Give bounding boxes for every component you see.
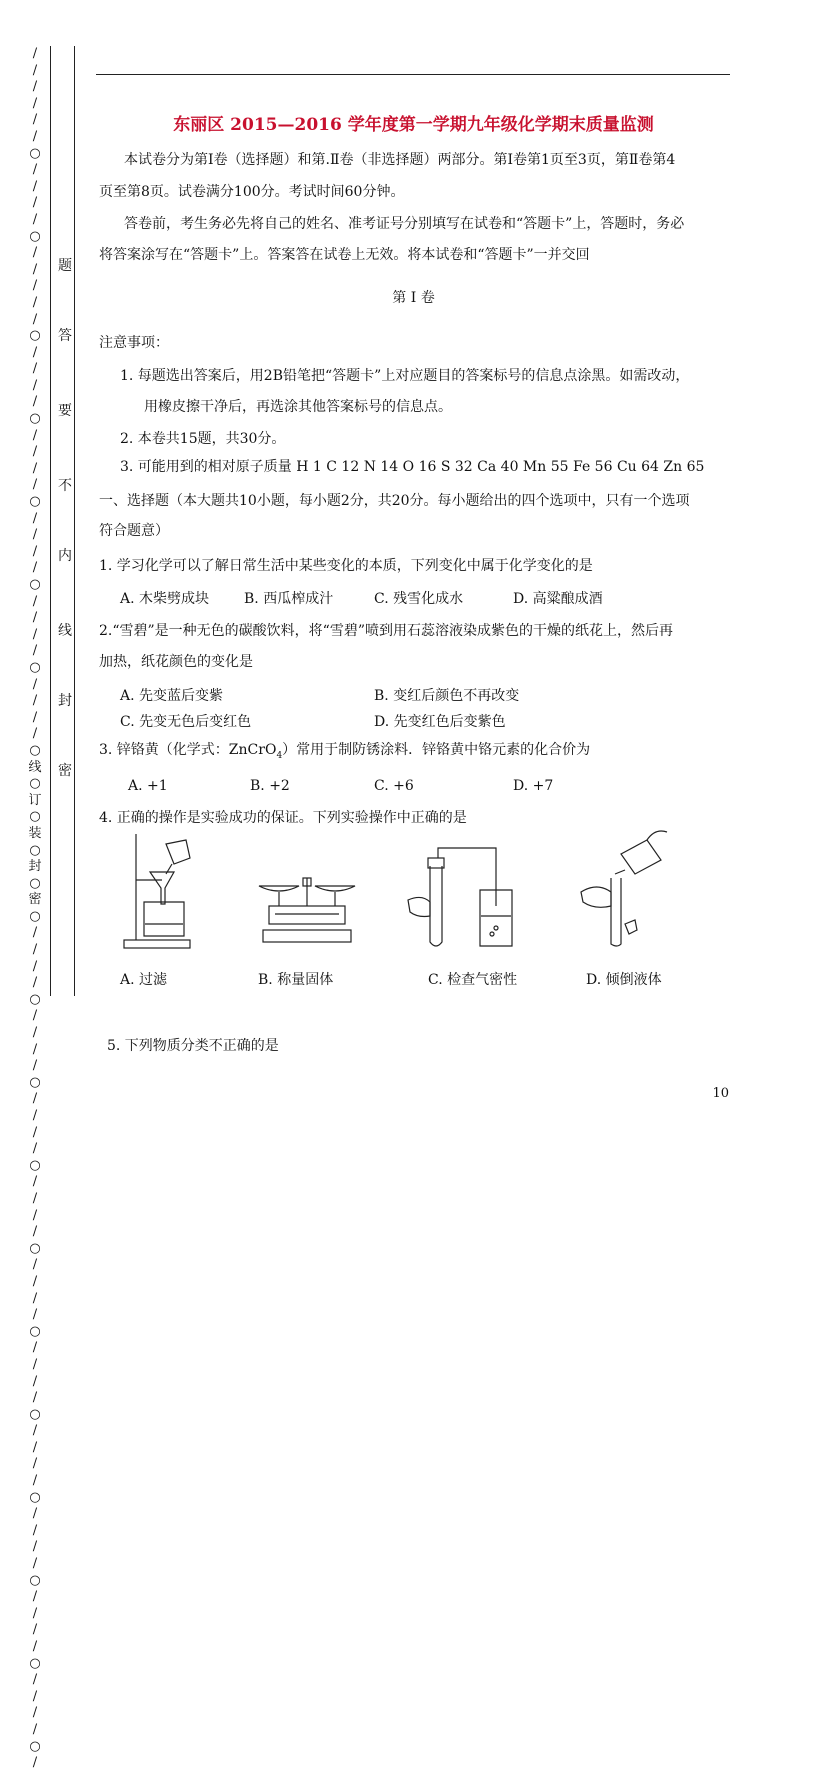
- q2-stem-line-2: 加热，纸花颜色的变化是: [99, 654, 253, 670]
- binding-slash: /: [32, 1539, 38, 1555]
- binding-slash: /: [32, 543, 38, 559]
- binding-circle: ○: [29, 1572, 41, 1588]
- q3-option-d: D. +7: [513, 778, 554, 794]
- q2-option-a: A. 先变蓝后变紫: [120, 688, 224, 704]
- binding-slash: /: [32, 261, 38, 277]
- binding-slash: /: [32, 1058, 38, 1074]
- binding-char: 线: [28, 759, 42, 775]
- binding-char: 订: [28, 792, 42, 808]
- binding-slash: /: [32, 1108, 38, 1123]
- q3-stem: [99, 740, 590, 766]
- q1-option-b: B. 西瓜榨成汁: [244, 591, 334, 607]
- binding-char: 封: [28, 859, 42, 875]
- binding-slash: /: [32, 958, 38, 974]
- q3-option-a: A. +1: [128, 778, 168, 794]
- binding-slash: /: [32, 1091, 38, 1107]
- binding-slash: /: [32, 1257, 38, 1273]
- binding-slash: /: [32, 1008, 38, 1024]
- binding-slash: /: [32, 1688, 38, 1704]
- binding-circle: ○: [29, 875, 41, 891]
- binding-slash: /: [32, 1473, 38, 1489]
- binding-circle: ○: [29, 494, 41, 510]
- binding-circle: ○: [29, 1489, 41, 1505]
- binding-circle: ○: [29, 1157, 41, 1173]
- binding-circle: ○: [29, 908, 41, 924]
- binding-slash: /: [32, 560, 38, 576]
- binding-slash: /: [32, 394, 38, 410]
- note-2: 2. 本卷共15题，共30分。: [120, 431, 286, 447]
- binding-slash: /: [32, 311, 38, 327]
- binding-slash: /: [32, 46, 38, 61]
- binding-slash: /: [32, 1672, 38, 1688]
- binding-circle: ○: [29, 842, 41, 858]
- binding-slash: /: [32, 676, 38, 692]
- binding-slash: /: [32, 693, 38, 709]
- note-3: 3. 可能用到的相对原子质量 H 1 C 12 N 14 O 16 S 32 Ca 40 Mn 55 Fe 56 Cu 64 Zn 65: [120, 459, 705, 475]
- binding-slash: /: [32, 527, 38, 543]
- pouring-illustration: [575, 826, 671, 948]
- binding-slash: /: [32, 510, 38, 526]
- binding-circle: ○: [29, 809, 41, 825]
- binding-inner-word: 线: [58, 623, 72, 639]
- q2-stem-line-1: 2.“雪碧”是一种无色的碳酸饮料，将“雪碧”喷到用石蕊溶液染成紫色的干燥的纸花上，然后再: [99, 623, 673, 639]
- binding-slash: /: [32, 377, 38, 393]
- binding-slash: /: [32, 245, 38, 261]
- airtightness-illustration: [400, 846, 520, 954]
- intro-line-1: 本试卷分为第Ⅰ卷（选择题）和第.Ⅱ卷（非选择题）两部分。第Ⅰ卷第1页至3页，第Ⅱ卷第4: [124, 152, 676, 168]
- binding-slash: /: [32, 1390, 38, 1406]
- binding-slash: /: [32, 1207, 38, 1223]
- binding-slash: /: [32, 62, 38, 78]
- binding-circle: ○: [29, 659, 41, 675]
- q3-option-b: B. +2: [250, 778, 290, 794]
- q1-option-c: C. 残雪化成水: [374, 591, 464, 607]
- binding-slash: /: [32, 1506, 38, 1522]
- binding-slash: /: [32, 626, 38, 642]
- binding-circle: ○: [29, 1323, 41, 1339]
- q2-option-c: C. 先变无色后变红色: [120, 714, 252, 730]
- binding-char: 装: [28, 825, 42, 841]
- q3-stem-subscript: 4: [276, 750, 283, 761]
- binding-slash: /: [32, 1373, 38, 1389]
- binding-inner-word: 题: [58, 258, 72, 274]
- binding-slash: /: [32, 942, 38, 958]
- binding-circle: ○: [29, 1240, 41, 1256]
- intro-line-3: 答卷前，考生务必先将自己的姓名、准考证号分别填写在试卷和“答题卡”上，答题时，务必: [124, 216, 685, 232]
- binding-circle: ○: [29, 328, 41, 344]
- binding-slash: /: [32, 925, 38, 941]
- binding-circle: ○: [29, 411, 41, 427]
- part-heading-2: 符合题意）: [99, 523, 169, 539]
- binding-slash: /: [32, 95, 38, 111]
- part-heading-1: 一、选择题（本大题共10小题，每小题2分，共20分。每小题给出的四个选项中，只有一个选项: [99, 493, 690, 509]
- binding-slash: /: [32, 1705, 38, 1721]
- binding-char: 密: [28, 892, 42, 908]
- binding-slash: /: [32, 1605, 38, 1621]
- binding-slash: /: [32, 1356, 38, 1372]
- binding-slash: /: [32, 278, 38, 294]
- binding-slash: /: [32, 162, 38, 178]
- binding-slash: /: [32, 1423, 38, 1439]
- q4-stem: 4. 正确的操作是实验成功的保证。下列实验操作中正确的是: [99, 810, 467, 826]
- q4-option-a: A. 过滤: [120, 972, 168, 988]
- binding-slash: /: [32, 1622, 38, 1638]
- binding-slash: /: [32, 427, 38, 443]
- binding-slash: /: [32, 211, 38, 227]
- q1-stem: 1. 学习化学可以了解日常生活中某些变化的本质，下列变化中属于化学变化的是: [99, 558, 593, 574]
- page-number: 10: [712, 1086, 729, 1101]
- binding-circle: ○: [29, 145, 41, 161]
- binding-slash: /: [32, 975, 38, 991]
- binding-slash: /: [32, 178, 38, 194]
- binding-slash: /: [32, 128, 38, 144]
- binding-inner-word: 密: [58, 763, 72, 779]
- q3-option-c: C. +6: [374, 778, 414, 794]
- binding-slash: /: [32, 1340, 38, 1356]
- binding-slash: /: [32, 294, 38, 310]
- binding-slash: /: [32, 1639, 38, 1654]
- q5-stem: 5. 下列物质分类不正确的是: [107, 1038, 279, 1054]
- binding-circle: ○: [29, 228, 41, 244]
- q2-option-b: B. 变红后颜色不再改变: [374, 688, 520, 704]
- binding-slash: /: [32, 79, 38, 95]
- binding-slash: /: [32, 726, 38, 742]
- binding-slash: /: [32, 1755, 38, 1771]
- binding-circle: ○: [29, 742, 41, 758]
- header-rule: [96, 74, 730, 75]
- binding-slash: /: [32, 1307, 38, 1323]
- binding-slash: /: [32, 1224, 38, 1240]
- note-1a: 1. 每题选出答案后，用2B铅笔把“答题卡”上对应题目的答案标号的信息点涂黑。如需改动，: [120, 368, 690, 384]
- binding-slash: /: [32, 1273, 38, 1289]
- binding-slash: /: [32, 1041, 38, 1057]
- q4-option-c: C. 检查气密性: [428, 972, 518, 988]
- binding-slash: /: [32, 444, 38, 460]
- q3-stem-pre: 3. 锌铬黄（化学式：ZnCrO: [99, 742, 277, 758]
- binding-circle: ○: [29, 1406, 41, 1422]
- binding-slash: /: [32, 610, 38, 626]
- q4-option-d: D. 倾倒液体: [586, 972, 662, 988]
- binding-slash: /: [32, 1522, 38, 1538]
- binding-circle: ○: [29, 1074, 41, 1090]
- binding-slash: /: [32, 1190, 38, 1206]
- binding-inner-word: 封: [58, 693, 72, 709]
- q3-stem-post: ）常用于制防锈涂料．锌铬黄中铬元素的化合价为: [282, 742, 591, 758]
- binding-inner-word: 要: [58, 403, 72, 419]
- binding-slash: /: [32, 1025, 38, 1041]
- q1-option-a: A. 木柴劈成块: [120, 591, 210, 607]
- binding-slash: /: [32, 593, 38, 609]
- q2-option-d: D. 先变红色后变紫色: [374, 714, 506, 730]
- binding-slash: /: [32, 709, 38, 725]
- binding-slash: /: [32, 1456, 38, 1472]
- binding-inner-word: 不: [58, 478, 72, 494]
- binding-slash: /: [32, 195, 38, 211]
- binding-slash: /: [32, 1721, 38, 1737]
- binding-slash: /: [32, 1290, 38, 1306]
- binding-slash: /: [32, 1124, 38, 1140]
- binding-slash: /: [32, 344, 38, 360]
- binding-slash: /: [32, 361, 38, 377]
- balance-illustration: [255, 872, 359, 950]
- binding-slash: /: [32, 1589, 38, 1605]
- binding-inner-word: 答: [58, 328, 72, 344]
- binding-slash: /: [32, 460, 38, 476]
- binding-slash: /: [32, 1141, 38, 1157]
- filtration-illustration: [118, 830, 198, 952]
- q4-option-b: B. 称量固体: [258, 972, 334, 988]
- binding-slash: /: [32, 112, 38, 128]
- note-1b: 用橡皮擦干净后，再选涂其他答案标号的信息点。: [144, 399, 452, 415]
- exam-title: 东丽区 2015—2016 学年度第一学期九年级化学期末质量监测: [173, 115, 654, 135]
- binding-circle: ○: [29, 1655, 41, 1671]
- notes-heading: 注意事项：: [99, 335, 169, 351]
- binding-inner-word: 内: [58, 548, 72, 564]
- binding-line-left: [50, 46, 51, 996]
- binding-slash: /: [32, 1556, 38, 1572]
- intro-line-2: 页至第8页。试卷满分100分。考试时间60分钟。: [99, 184, 405, 200]
- q1-option-d: D. 高粱酿成酒: [513, 591, 603, 607]
- binding-slash: /: [32, 643, 38, 659]
- binding-slash: /: [32, 1174, 38, 1190]
- binding-circle: ○: [29, 991, 41, 1007]
- volume-title: 第 Ⅰ 卷: [392, 290, 435, 306]
- binding-circle: ○: [29, 776, 41, 792]
- binding-line-right: [74, 46, 75, 996]
- binding-circle: ○: [29, 1738, 41, 1754]
- intro-line-4: 将答案涂写在“答题卡”上。答案答在试卷上无效。将本试卷和“答题卡”一并交回: [99, 247, 590, 263]
- binding-circle: ○: [29, 577, 41, 592]
- binding-slash: /: [32, 1439, 38, 1455]
- binding-slash: /: [32, 477, 38, 493]
